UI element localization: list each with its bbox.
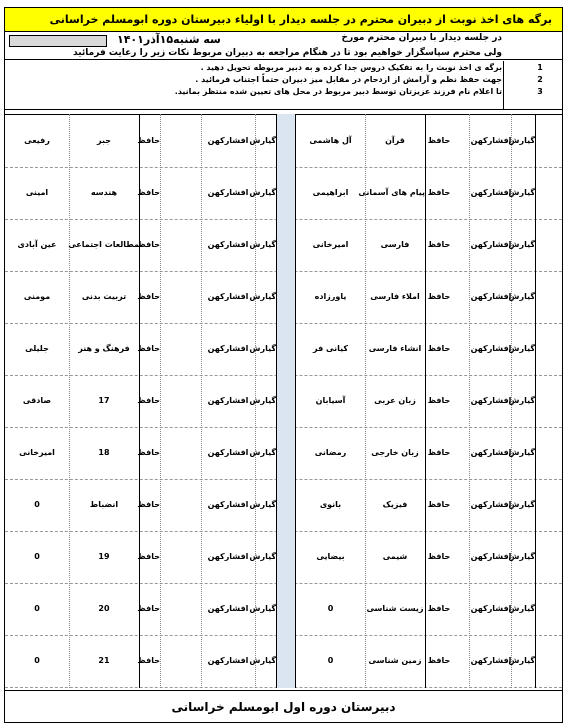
- grid-line: [69, 114, 70, 688]
- cell-track: افشارکهن: [207, 240, 249, 249]
- cell-field: گیارش: [249, 344, 276, 353]
- cell-l-subject: 21: [98, 656, 110, 665]
- cell-status: حافظ: [427, 292, 451, 301]
- cell-field: گیارش: [508, 344, 535, 353]
- cell-field: گیارش: [249, 292, 276, 301]
- cell-track: افشارکهن: [470, 344, 512, 353]
- cell-field: گیارش: [508, 292, 535, 301]
- cell-status: حافظ: [137, 396, 160, 405]
- cell-r-teacher: بیضایی: [316, 552, 345, 561]
- cell-status: حافظ: [137, 656, 160, 665]
- cell-r-teacher: آل هاشمی: [309, 136, 352, 145]
- grid-line: [511, 114, 512, 688]
- cell-l-teacher: صادقی: [22, 396, 52, 405]
- note-text: تا اعلام نام فرزند عزیزتان توسط دبیر مربوط در محل های تعیین شده منتظر بمانید.: [174, 87, 502, 96]
- cell-l-subject: مطالعات اجتماعی: [68, 240, 139, 249]
- cell-l-teacher: عین آبادی: [17, 240, 57, 249]
- cell-status: حافظ: [137, 500, 160, 509]
- cell-r-subject: فیزیک: [382, 500, 408, 509]
- cell-l-subject: تربیت بدنی: [81, 292, 127, 301]
- grid-line: [139, 114, 140, 688]
- note-number: 1: [537, 63, 543, 72]
- cell-status: حافظ: [137, 604, 160, 613]
- cell-r-subject: زمین شناسی: [368, 656, 422, 665]
- cell-track: افشارکهن: [470, 136, 512, 145]
- cell-field: گیارش: [508, 396, 535, 405]
- cell-l-teacher: رفیعی: [24, 136, 50, 145]
- cell-l-teacher: 0: [34, 500, 40, 509]
- cell-status: حافظ: [427, 552, 451, 561]
- cell-field: گیارش: [249, 188, 276, 197]
- cell-l-subject: 18: [98, 448, 110, 457]
- column-separator: [276, 114, 296, 688]
- cell-status: حافظ: [427, 604, 451, 613]
- cell-l-teacher: 0: [34, 604, 40, 613]
- cell-field: گیارش: [508, 500, 535, 509]
- cell-l-subject: فرهنگ و هنر: [78, 344, 130, 353]
- cell-track: افشارکهن: [207, 136, 249, 145]
- grid-line: [365, 114, 366, 688]
- instruction-line: ولی محترم سپاسگزار خواهیم بود تا در هنگام مراجعه به دبیران مربوط نکات زیر را رعایت فرمائید: [5, 46, 562, 60]
- cell-track: افشارکهن: [470, 396, 512, 405]
- cell-r-subject: املاء فارسی: [370, 292, 420, 301]
- cell-l-teacher: امینی: [25, 188, 49, 197]
- cell-status: حافظ: [427, 240, 451, 249]
- cell-r-teacher: کیانی فر: [312, 344, 349, 353]
- cell-field: گیارش: [508, 552, 535, 561]
- cell-l-teacher: مومنی: [23, 292, 51, 301]
- cell-track: افشارکهن: [207, 448, 249, 457]
- cell-field: گیارش: [249, 240, 276, 249]
- grid-line: [535, 114, 536, 688]
- cell-track: افشارکهن: [470, 656, 512, 665]
- cell-status: حافظ: [427, 656, 451, 665]
- cell-l-teacher: امیرخانی: [19, 448, 55, 457]
- cell-track: افشارکهن: [207, 500, 249, 509]
- cell-r-subject: شیمی: [382, 552, 408, 561]
- cell-status: حافظ: [427, 396, 451, 405]
- cell-r-teacher: 0: [327, 604, 334, 613]
- cell-l-subject: جبر: [96, 136, 111, 145]
- cell-status: حافظ: [427, 344, 451, 353]
- cell-l-teacher: جلیلی: [25, 344, 49, 353]
- appointment-sheet: [4, 7, 563, 723]
- notes-list: [5, 61, 562, 110]
- cell-track: افشارکهن: [470, 188, 512, 197]
- sheet-subtitle: در جلسه دیدار با دبیران محترم مورخ: [341, 33, 502, 43]
- cell-track: افشارکهن: [207, 396, 249, 405]
- cell-r-subject: فارسی: [380, 240, 410, 249]
- grid-line: [425, 114, 426, 688]
- cell-r-teacher: آسیابان: [315, 396, 346, 405]
- cell-r-teacher: بانوی: [319, 500, 342, 509]
- cell-status: حافظ: [427, 448, 451, 457]
- cell-track: افشارکهن: [207, 188, 249, 197]
- cell-status: حافظ: [137, 344, 160, 353]
- note-item: [5, 86, 562, 98]
- cell-track: افشارکهن: [470, 552, 512, 561]
- grid-line: [469, 114, 470, 688]
- cell-l-subject: 20: [98, 604, 110, 613]
- meeting-date: سه شنبه۱۵آذر۱۴۰۱: [117, 33, 221, 46]
- cell-track: افشارکهن: [207, 292, 249, 301]
- cell-status: حافظ: [137, 292, 160, 301]
- cell-status: حافظ: [427, 188, 451, 197]
- cell-l-subject: 19: [98, 552, 110, 561]
- cell-field: گیارش: [249, 604, 276, 613]
- note-item: [5, 74, 562, 86]
- cell-field: گیارش: [508, 240, 535, 249]
- grid-line: [201, 114, 202, 688]
- cell-status: حافظ: [427, 136, 451, 145]
- cell-field: گیارش: [249, 136, 276, 145]
- cell-r-subject: زیست شناسی: [366, 604, 424, 613]
- cell-r-subject: پیام های آسمانی: [358, 188, 425, 197]
- cell-r-subject: زبان عربی: [374, 396, 416, 405]
- cell-field: گیارش: [508, 136, 535, 145]
- cell-r-subject: زبان خارجی: [371, 448, 419, 457]
- note-text: جهت حفظ نظم و آرامش از ازدحام در مقابل میز دبیران حتماً اجتناب فرمائید .: [195, 75, 502, 84]
- cell-l-subject: هندسه: [90, 188, 118, 197]
- cell-r-teacher: امیرخانی: [312, 240, 349, 249]
- cell-track: افشارکهن: [470, 240, 512, 249]
- cell-r-teacher: رمضانی: [314, 448, 347, 457]
- cell-r-subject: انشاء فارسی: [368, 344, 422, 353]
- sheet-title: برگه های اخذ نوبت از دبیران محترم در جلسه دیدار با اولیاء دبیرستان دوره ابومسلم خراسانی: [5, 8, 562, 32]
- cell-field: گیارش: [249, 396, 276, 405]
- cell-l-subject: انضباط: [89, 500, 119, 509]
- cell-field: گیارش: [249, 656, 276, 665]
- cell-r-teacher: 0: [327, 656, 334, 665]
- cell-field: گیارش: [508, 604, 535, 613]
- cell-track: افشارکهن: [207, 344, 249, 353]
- cell-track: افشارکهن: [470, 604, 512, 613]
- cell-field: گیارش: [508, 188, 535, 197]
- cell-track: افشارکهن: [470, 448, 512, 457]
- cell-status: حافظ: [427, 500, 451, 509]
- cell-field: گیارش: [249, 500, 276, 509]
- cell-r-teacher: یاورزاده: [314, 292, 347, 301]
- cell-track: افشارکهن: [207, 604, 249, 613]
- cell-field: گیارش: [249, 448, 276, 457]
- cell-l-subject: 17: [98, 396, 110, 405]
- cell-status: حافظ: [137, 136, 160, 145]
- cell-r-subject: قرآن: [385, 136, 405, 145]
- cell-l-teacher: 0: [34, 656, 40, 665]
- note-text: برگه ی اخذ نوبت را به تفکیک دروس جدا کرده و به دبیر مربوطه تحویل دهید .: [200, 63, 502, 72]
- note-number: 3: [537, 87, 543, 96]
- cell-field: گیارش: [508, 656, 535, 665]
- cell-l-teacher: 0: [34, 552, 40, 561]
- cell-track: افشارکهن: [207, 552, 249, 561]
- note-number: 2: [537, 75, 543, 84]
- cell-field: گیارش: [249, 552, 276, 561]
- cell-field: گیارش: [508, 448, 535, 457]
- cell-r-teacher: ابراهیمی: [312, 188, 349, 197]
- note-item: [5, 62, 562, 74]
- school-footer: دبیرستان دوره اول ابومسلم خراسانی: [5, 690, 562, 723]
- cell-track: افشارکهن: [207, 656, 249, 665]
- grid-line: [160, 114, 161, 688]
- cell-track: افشارکهن: [470, 292, 512, 301]
- grid-line: [255, 114, 256, 688]
- cell-track: افشارکهن: [470, 500, 512, 509]
- cell-status: حافظ: [137, 188, 160, 197]
- cell-status: حافظ: [137, 448, 160, 457]
- cell-status: حافظ: [137, 240, 160, 249]
- cell-status: حافظ: [137, 552, 160, 561]
